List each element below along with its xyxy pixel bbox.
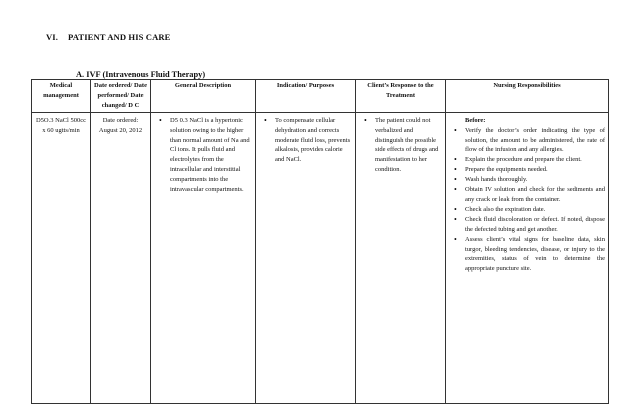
section-number: VI.	[46, 32, 58, 42]
section-title: PATIENT AND HIS CARE	[68, 32, 171, 42]
list-item: • Check fluid discoloration or defect. If noted, dispose the defected tubing and get another.	[465, 215, 605, 235]
list-item: • Prepare the equipments needed.	[465, 165, 605, 175]
list-item: • Assess client’s vital signs for baseline data, skin turgor, bleeding tendencies, disease, or injury to the extremities, status of vein to determine the appropriate puncture site.	[465, 235, 605, 275]
cell-client-response	[356, 112, 446, 403]
cell-medical-management: D5O.3 NaCl 500cc x 60 ugtts/min	[32, 112, 91, 403]
cell-nursing-responsibilities	[446, 112, 609, 403]
header-client-response: Client’s Response to the Treatment	[356, 80, 446, 113]
section-heading	[46, 32, 171, 42]
general-description-list	[154, 116, 252, 195]
cell-general-description	[151, 112, 256, 403]
table-header-row	[32, 80, 609, 113]
header-general-description: General Description	[151, 80, 256, 113]
client-response-list	[359, 116, 442, 175]
header-nursing-responsibilities: Nursing Responsibilities	[446, 80, 609, 113]
indication-list	[259, 116, 352, 166]
header-indication: Indication/ Purposes	[256, 80, 356, 113]
header-medical-management: Medical management	[32, 80, 91, 113]
ivf-care-table	[31, 79, 609, 404]
list-item: • Explain the procedure and prepare the client.	[465, 155, 605, 165]
header-date: Date ordered/ Date performed/ Date changed/ D C	[91, 80, 151, 113]
subsection-title: A. IVF (Intravenous Fluid Therapy)	[76, 70, 206, 79]
list-item: • D5 0.3 NaCl is a hypertonic solution owing to the higher than normal amount of Na and Cl ions. It pulls fluid and electrolytes from the intracellular and interstitial compartments into the intravascular compartments.	[170, 116, 252, 195]
list-item: • To compensate cellular dehydration and corrects moderate fluid loss, prevents alkalosis, provides calorie and NaCl.	[275, 116, 352, 166]
before-label: Before:	[465, 116, 486, 124]
list-item: • Verify the doctor’s order indicating the type of solution, the amount to be administered, the rate of flow of the infusion and any allergies.	[465, 126, 605, 156]
nursing-responsibilities-list	[449, 126, 605, 275]
list-item: • Obtain IV solution and check for the sediments and any crack or leak from the container.	[465, 185, 605, 205]
cell-indication	[256, 112, 356, 403]
list-item: • Wash hands thoroughly.	[465, 175, 605, 185]
cell-date-ordered: Date ordered: August 20, 2012	[91, 112, 151, 403]
table-row	[32, 112, 609, 403]
list-item: • Check also the expiration date.	[465, 205, 605, 215]
list-item: • The patient could not verbalized and distinguish the possible side effects of drugs and manifestation to her condition.	[375, 116, 442, 175]
